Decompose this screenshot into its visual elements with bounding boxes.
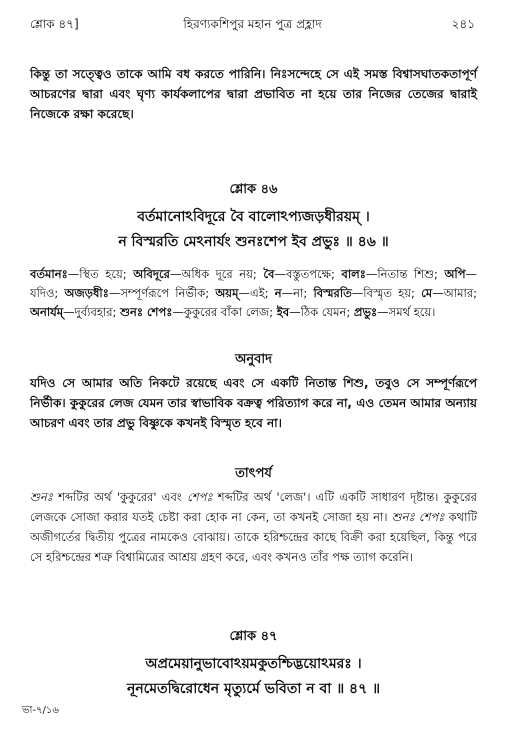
synonym-meaning: না; [293, 286, 308, 300]
synonym-meaning: ঠিক যেমন; [300, 305, 351, 319]
synonym-word: প্রভুঃ [353, 305, 378, 319]
synonym-word: অয়ম্ [215, 286, 239, 300]
synonym-word: বালঃ [341, 267, 366, 281]
verse-47-heading: শ্লোক ৪৭ [229, 629, 278, 644]
word-for-word-synonyms: বর্তমানঃ—স্থিত হয়ে; অবিদূরে—অধিক দূরে নয়; বৈ—বস্তুতপক্ষে; বালঃ—নিতান্ত শিশু; অপি—যদিও; অজড়ধীঃ—সম্পূর্ণরূপে নির্ভীক; অয়ম্—এই; ন—না; বিস্মরতি—বিস্মৃত হয়; মে—আমার; অনার্যম্—দুর্ব্যবহার; শুনঃ শেপঃ—কুকুরের বাঁকা লেজ; ইব—ঠিক যেমন; প্রভুঃ—সমর্থ হয়ে। [30, 267, 478, 319]
header-verse-ref: শ্লোক ৪৭] [30, 17, 79, 31]
synonym-word: ইব [276, 305, 290, 319]
purport-term-shepah: শেপঃ [187, 490, 213, 504]
translation-text: যদিও সে আমার অতি নিকটে রয়েছে এবং সে একটি নিতান্ত শিশু, তবুও সে সম্পূর্ণরূপে নির্ভীক। কুকুরের লেজ যেমন তার স্বাভাবিক বক্রত্ব পরিত্যাগ করে না, এও তেমন আমার অন্যায় আচরণ এবং তার প্রভু বিষ্ণুকে কখনই বিস্মৃত হবে না। [30, 376, 477, 430]
purport-segment: কথাটি অজীগর্তের দ্বিতীয় পুত্রের নামকেও বোঝায়। তাকে হরিশ্চন্দ্রের কাছে বিক্রী করা হয়েছিল, কিন্তু পরে সে হরিশ্চন্দ্রের শত্রু বিশ্বামিত্রের আশ্রয় গ্রহণ করে, এবং কখনও তাঁর পক্ষ ত্যাগ করেনি। [30, 510, 477, 564]
synonym-word: শুনঃ শেপঃ [120, 305, 173, 319]
purport-term-shunah-shepah: শুনঃ শেপঃ [391, 510, 445, 524]
signature-mark: ভা-৭/১৬ [22, 705, 59, 716]
synonym-word: ন [274, 286, 282, 300]
verse-46-heading: শ্লোক ৪৬ [229, 182, 278, 197]
synonym-meaning: সম্পূর্ণরূপে নির্ভীক; [120, 286, 210, 300]
verse-47-line-1: অপ্রমেয়ানুভাবোঽয়মকুতশ্চিদ্ভয়োঽমরঃ । [145, 656, 362, 672]
purport-term-shunah: শুনঃ [30, 490, 53, 504]
synonym-word: অবিদূরে [133, 267, 170, 281]
synonym-meaning: আমার; [443, 286, 478, 300]
purport-segment: শব্দটির অর্থ 'কুকুরের' এবং [52, 490, 188, 504]
translation-heading: অনুবাদ [235, 352, 272, 367]
verse-47-line-2: নূনমেতদ্বিরোধেন মৃত্যুর্মে ভবিতা ন বা ॥ ৪৭ ॥ [126, 681, 381, 697]
synonym-meaning: অধিক দূরে নয়; [181, 267, 257, 281]
running-header [30, 16, 475, 36]
synonym-word: অনার্যম্ [30, 305, 64, 319]
synonym-word: মে [421, 286, 433, 300]
synonym-meaning: বস্তুতপক্ষে; [285, 267, 335, 281]
verse-46-line-2: ন বিস্মরতি মেঽনার্যং শুনঃশেপ ইব প্রভুঃ ॥ ৪৬ ॥ [118, 234, 389, 250]
synonym-word: বিস্মরতি [313, 286, 352, 300]
synonym-meaning: স্থিত হয়ে; [79, 267, 127, 281]
synonym-meaning: এই; [249, 286, 269, 300]
synonym-word: বৈ [263, 267, 275, 281]
synonym-meaning: বিস্মৃত হয়; [363, 286, 415, 300]
synonym-word: অপি [444, 267, 466, 281]
header-chapter-title: হিরণ্যকশিপুর মহান পুত্র প্রহ্লাদ [183, 17, 322, 31]
purport-segment: শব্দটির অর্থ 'লেজ'। এটি একটি সাধারণ দৃষ্টান্ত। কুকুরের লেজকে সোজা করার যতই চেষ্টা করা হোক না কেন, তা কখনই সোজা হয় না। [30, 490, 477, 524]
synonym-meaning: সমর্থ হয়ে। [388, 305, 436, 319]
synonym-meaning: দুর্ব্যবহার; [74, 305, 117, 319]
synonym-word: বর্তমানঃ [30, 267, 68, 281]
synonym-word: অজড়ধীঃ [64, 286, 109, 300]
continued-paragraph: কিন্তু তা সত্ত্বেও তাকে আমি বধ করতে পারিনি। নিঃসন্দেহে সে এই সমস্ত বিশ্বাসঘাতকতাপূর্ণ আচরণের দ্বারা এবং ঘৃণ্য কার্যকলাপের দ্বারা প্রভাবিত না হয়ে তার নিজের তেজের দ্বারাই নিজেকে রক্ষা করেছে। [30, 67, 477, 121]
purport-text [30, 487, 477, 567]
purport-heading: তাৎপর্য [235, 466, 272, 481]
synonym-meaning: যদিও; [30, 286, 59, 300]
page-number: ২৪১ [451, 17, 475, 31]
verse-46-line-1: বর্তমানোঽবিদূরে বৈ বালোঽপ্যজড়ধীরয়ম্ । [137, 209, 370, 225]
synonym-meaning: কুকুরের বাঁকা লেজ; [183, 305, 274, 319]
synonym-meaning: নিতান্ত শিশু; [377, 267, 438, 281]
